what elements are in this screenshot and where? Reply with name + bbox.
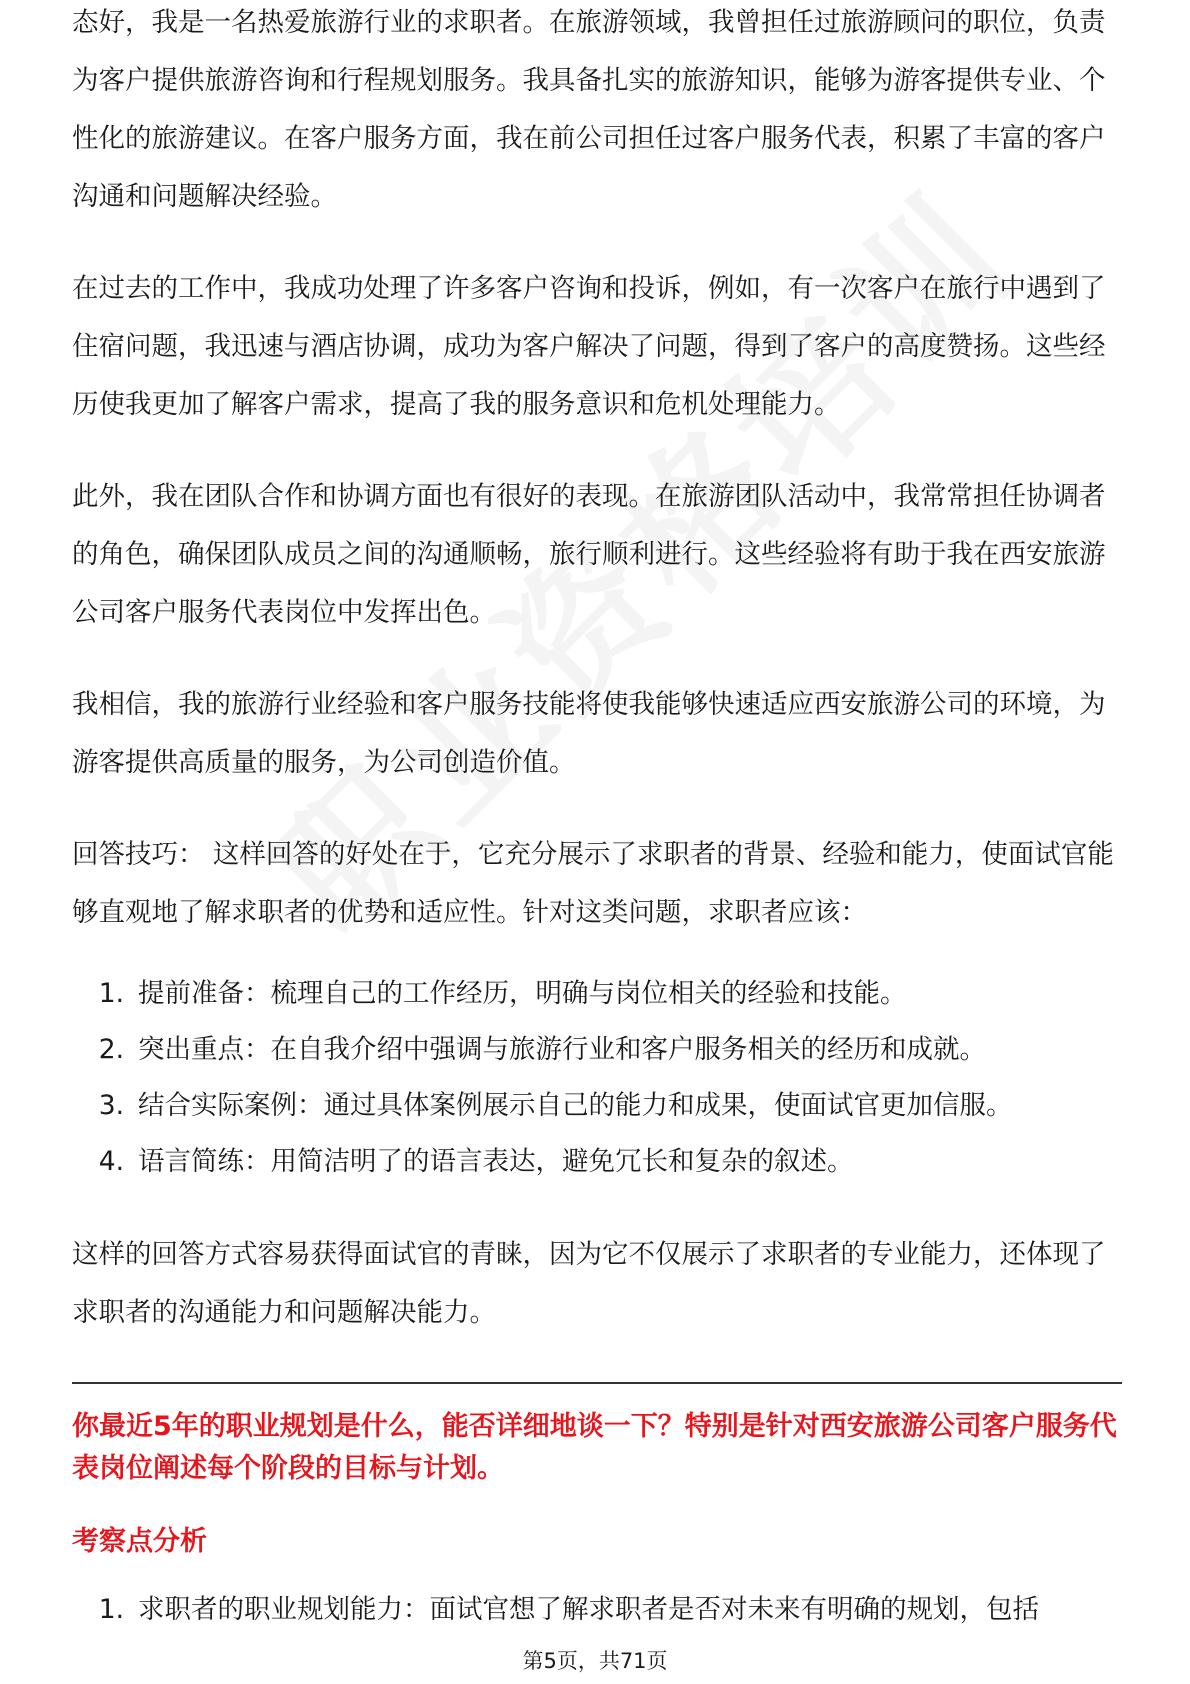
list-item xyxy=(72,966,1122,1022)
question-heading: 你最近5年的职业规划是什么，能否详细地谈一下？特别是针对西安旅游公司客户服务代表岗位阐述每个阶段的目标与计划。 xyxy=(72,1411,1117,1484)
list-number: 1. xyxy=(98,1594,124,1625)
analysis-list xyxy=(72,1582,1122,1638)
list-text: 结合实际案例：通过具体案例展示自己的能力和成果，使面试官更加信服。 xyxy=(138,1090,1013,1121)
paragraph-experience: 在过去的工作中，我成功处理了许多客户咨询和投诉，例如，有一次客户在旅行中遇到了住宿问题，我迅速与酒店协调，成功为客户解决了问题，得到了客户的高度赞扬。这些经历使我更加了解客户需求，提高了我的服务意识和危机处理能力。 xyxy=(72,273,1106,420)
page-content xyxy=(72,7,1122,1674)
list-text: 突出重点：在自我介绍中强调与旅游行业和客户服务相关的经历和成就。 xyxy=(138,1034,986,1065)
page-footer: 第5页，共71页 xyxy=(522,1649,668,1673)
list-number: 2. xyxy=(98,1034,124,1065)
paragraph-confidence: 我相信，我的旅游行业经验和客户服务技能将使我能够快速适应西安旅游公司的环境，为游客提供高质量的服务，为公司创造价值。 xyxy=(72,689,1106,778)
paragraph-intro: 态好，我是一名热爱旅游行业的求职者。在旅游领域，我曾担任过旅游顾问的职位，负责为客户提供旅游咨询和行程规划服务。我具备扎实的旅游知识，能够为游客提供专业、个性化的旅游建议。在客户服务方面，我在前公司担任过客户服务代表，积累了丰富的客户沟通和问题解决经验。 xyxy=(72,7,1106,212)
list-item xyxy=(72,1134,1122,1190)
list-item xyxy=(72,1078,1122,1134)
list-item xyxy=(72,1582,1122,1638)
list-text: 提前准备：梳理自己的工作经历，明确与岗位相关的经验和技能。 xyxy=(138,978,907,1009)
tips-list xyxy=(72,966,1122,1190)
section-divider xyxy=(72,1382,1122,1384)
analysis-heading: 考察点分析 xyxy=(72,1526,207,1557)
list-number: 1. xyxy=(98,978,124,1009)
paragraph-closing: 这样的回答方式容易获得面试官的青睐，因为它不仅展示了求职者的专业能力，还体现了求职者的沟通能力和问题解决能力。 xyxy=(72,1239,1106,1328)
list-item xyxy=(72,1022,1122,1078)
list-number: 3. xyxy=(98,1090,124,1121)
paragraph-teamwork: 此外，我在团队合作和协调方面也有很好的表现。在旅游团队活动中，我常常担任协调者的角色，确保团队成员之间的沟通顺畅，旅行顺利进行。这些经验将有助于我在西安旅游公司客户服务代表岗位中发挥出色。 xyxy=(72,481,1106,628)
list-number: 4. xyxy=(98,1146,124,1177)
list-text: 语言简练：用简洁明了的语言表达，避免冗长和复杂的叙述。 xyxy=(138,1146,854,1177)
paragraph-answer-tips: 回答技巧： 这样回答的好处在于，它充分展示了求职者的背景、经验和能力，使面试官能够直观地了解求职者的优势和适应性。针对这类问题，求职者应该： xyxy=(72,839,1114,928)
list-text: 求职者的职业规划能力：面试官想了解求职者是否对未来有明确的规划，包括 xyxy=(138,1594,1039,1625)
